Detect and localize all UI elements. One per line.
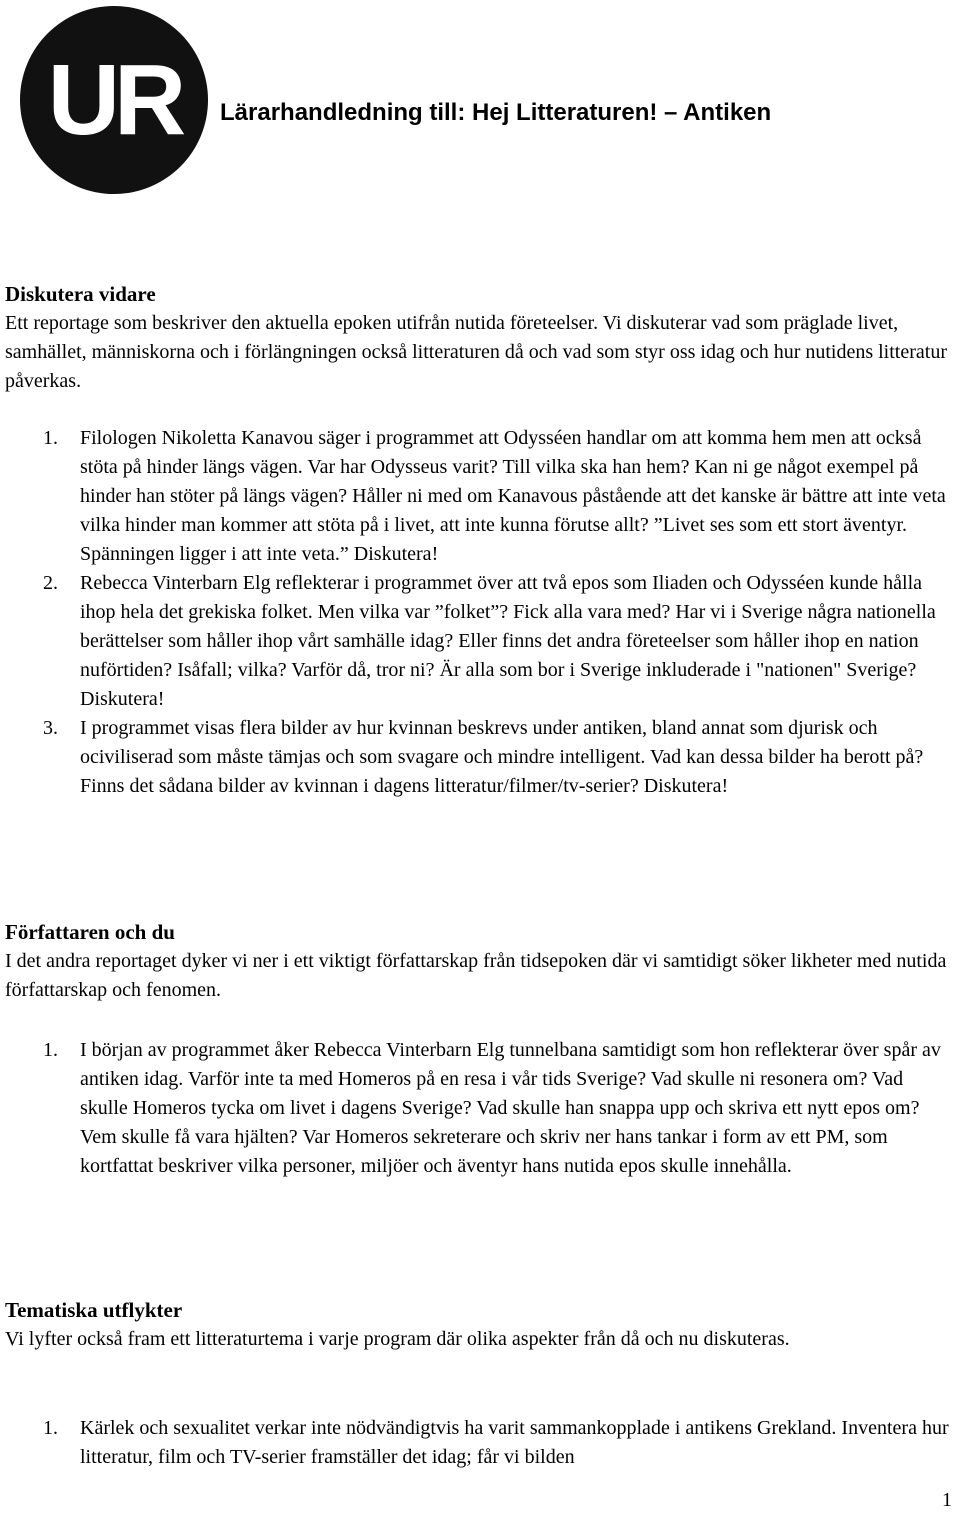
item-text: Rebecca Vinterbarn Elg reflekterar i programmet över att två epos som Iliaden och Odysséen kunde hålla ihop hela det grekiska folket. Men vilka var ”folket”? Fick alla vara med? Har vi i Sverige några nationella berättelser som håller ihop vårt samhälle idag? Eller finns det andra företeelser som håller ihop en nation nuförtiden? Isåfall; vilka? Varför då, tror ni? Är alla som bor i Sverige inkluderade i "nationen" Sverige? Diskutera! [80, 572, 936, 710]
list-item [5, 1036, 953, 1181]
item-number: 1. [43, 1039, 58, 1061]
item-number: 1. [43, 1417, 58, 1439]
item-text: Kärlek och sexualitet verkar inte nödvändigtvis ha varit sammankopplade i antikens Grekland. Inventera hur litteratur, film och TV-serier framställer det idag; får vi bilden [80, 1417, 949, 1468]
section-tematiska-utflykter [5, 1296, 953, 1354]
item-text: Filologen Nikoletta Kanavou säger i programmet att Odysséen handlar om att komma hem men att också stöta på hinder längs vägen. Var har Odysseus varit? Till vilka ska han hem? Kan ni ge något exempel på hinder han stöter på längs vägen? Håller ni med om Kanavous påstående att det kanske är bättre att inte veta vilka hinder man kommer att stöta på i livet, att inte kunna förutse allt? ”Livet ses som ett stort äventyr. Spänningen ligger i att inte veta.” Diskutera! [80, 427, 946, 565]
item-number: 2. [43, 572, 58, 594]
list-item [5, 569, 953, 714]
list-item [5, 424, 953, 569]
item-number: 1. [43, 427, 58, 449]
section-diskutera-vidare [5, 280, 953, 396]
section-heading: Diskutera vidare [5, 282, 156, 306]
question-list [5, 1036, 953, 1181]
question-list [5, 1414, 953, 1472]
list-item [5, 714, 953, 801]
section-intro: I det andra reportaget dyker vi ner i ett viktigt författarskap från tidsepoken där vi samtidigt söker likheter med nutida författarskap och fenomen. [5, 950, 947, 1001]
section-intro: Ett reportage som beskriver den aktuella epoken utifrån nutida företeelser. Vi diskuterar vad som präglade livet, samhället, människorna och i förlängningen också litteraturen då och vad som styr oss idag och hur nutidens litteratur påverkas. [5, 312, 947, 392]
ur-logo [20, 6, 208, 194]
section-heading: Författaren och du [5, 920, 175, 944]
document-title: Lärarhandledning till: Hej Litteraturen! – Antiken [220, 99, 772, 126]
item-text: I programmet visas flera bilder av hur kvinnan beskrevs under antiken, bland annat som djurisk och ociviliserad som måste tämjas och som svagare och mindre intelligent. Vad kan dessa bilder ha berott på? Finns det sådana bilder av kvinnan i dagens litteratur/filmer/tv-serier? Diskutera! [80, 717, 924, 797]
section-heading: Tematiska utflykter [5, 1298, 183, 1322]
page-number: 1 [942, 1489, 952, 1511]
section-intro: Vi lyfter också fram ett litteraturtema i varje program där olika aspekter från då och nu diskuteras. [5, 1328, 790, 1350]
logo-text: UR [47, 44, 181, 156]
list-item [5, 1414, 953, 1472]
item-text: I början av programmet åker Rebecca Vinterbarn Elg tunnelbana samtidigt som hon reflekterar över spår av antiken idag. Varför inte ta med Homeros på en resa i vår tids Sverige? Vad skulle ni resonera om? Vad skulle Homeros tycka om livet i dagens Sverige? Vad skulle han snappa upp och skriva ett nytt epos om? Vem skulle få vara hjälten? Var Homeros sekreterare och skriv ner hans tankar i form av ett PM, som kortfattat beskriver vilka personer, miljöer och äventyr hans nutida epos skulle innehålla. [80, 1039, 941, 1177]
section-forfattaren-och-du [5, 918, 953, 1005]
question-list [5, 424, 953, 801]
item-number: 3. [43, 717, 58, 739]
